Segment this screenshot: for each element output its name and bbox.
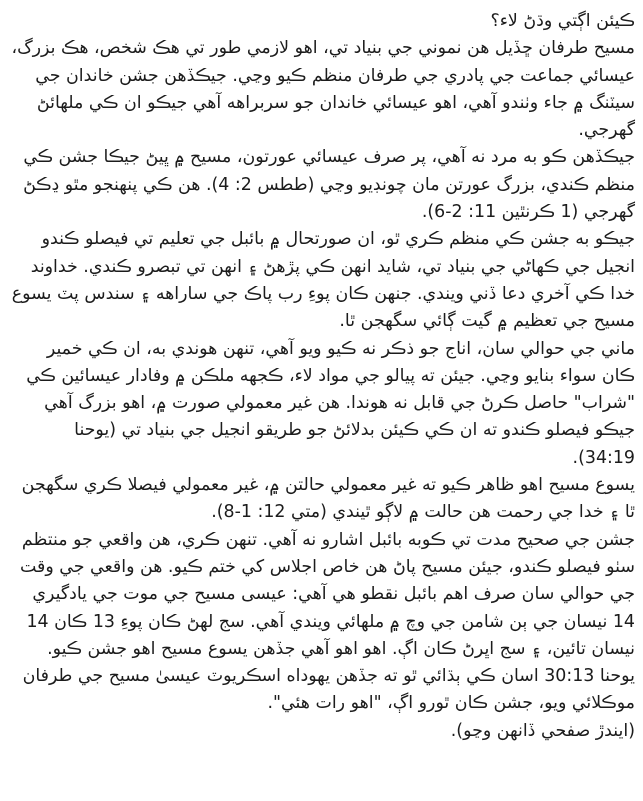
paragraph-1: مسيح طرفان ڇڏيل هن نموني جي بنياد تي، اهو لازمي طور تي هڪ شخص، هڪ بزرگ، عيسائي جماعت جي پادري جي طرفان منظم ڪيو وڃي. جيڪڏهن جشن خاندان جي سيٽنگ ۾ جاء وٺندو آهي، اهو عيسائي خاندان جو سربراهه آهي جيڪو ان ڪي ملهائڻ گهرجي. bbox=[11, 38, 635, 141]
next-page-note: (ايندڙ صفحي ڏانهن وڃو). bbox=[450, 720, 635, 741]
paragraph-3: جيڪو به جشن ڪي منظم ڪري ٿو، ان صورتحال ۾ بائبل جي تعليم تي فيصلو ڪندو انجيل جي ڪهاڻي جي بنياد تي، شايد انهن ڪي پڙهڻ ۽ انهن تي تبصرو ڪندي. خداوند خدا ڪي آخري دعا ڏني ويندي. جنهن ڪان پوءِ رب پاڪ جي ساراهه ۽ سندس پٽ يسوع مسيح جي تعظيم ۾ گيت ڳائي سگهجن ٿا. bbox=[11, 229, 635, 332]
paragraph-6: جشن جي صحيح مدت تي ڪوبه بائبل اشارو نه آهي. تنهن ڪري، هن واقعي جو منتظم سٺو فيصلو ڪندو، جيئن مسيح پاڻ هن خاص اجلاس کي ختم ڪيو. هن واقعي جي وقت جي حوالي سان صرف اهم بائبل نقطو هي آهي: عيسى مسيح جي موت جي يادگيري 14 نيسان جي ٻن شامن جي وچ ۾ ملهائي ويندي آهي. سج لهڻ ڪان پوءِ 13 ڪان 14 نيسان تائين، ۽ سج اڀرڻ ڪان اڳ. اهو اهو آهي جڏهن يسوع مسيح اهو جشن ڪيو. يوحنا 30:13 اسان ڪي ٻڌائي ٿو ته جڏهن يهوداه اسڪريوٽ عيسىٰ مسيح جي طرفان موڪلائي ويو، جشن ڪان ٿورو اڳ، "اهو رات هئي". bbox=[19, 529, 635, 714]
section-question: ڪيئن اڳتي وڌڻ لاء؟ bbox=[490, 11, 635, 31]
paragraph-4: ماني جي حوالي سان، اناج جو ذڪر نه ڪيو ويو آهي، تنهن هوندي به، ان ڪي خمير ڪان سواء بنايو وڃي. جيئن ته پيالو جي مواد لاء، ڪجهه ملڪن ۾ وفادار عيسائين ڪي "شراب" حاصل ڪرڻ جي قابل نه هوندا. هن غير معمولي صورت ۾، اهو بزرگ آهي جيڪو فيصلو ڪندو ته ان ڪي ڪيئن بدلائڻ جو طريقو انجيل جي بنياد تي (يوحنا 34:19). bbox=[26, 338, 635, 468]
paragraph-2: جيڪڏهن ڪو به مرد نه آهي، پر صرف عيسائي عورتون، مسيح ۾ ڀيڻ جيڪا جشن ڪي منظم ڪندي، بزرگ عورتن مان چونڊيو وڃي (ططس 2: 4). هن ڪي پنهنجو مٿو ڍڪڻ گهرجي (1 ڪرنٿين 11: 2-6). bbox=[23, 147, 635, 223]
paragraph-5: يسوع مسيح اهو ظاهر ڪيو ته غير معمولي حالتن ۾، غير معمولي فيصلا ڪري سگهجن ٿا ۽ خدا جي رحمت هن حالت ۾ لاڳو ٿيندي (متي 12: 1-8). bbox=[21, 475, 635, 523]
